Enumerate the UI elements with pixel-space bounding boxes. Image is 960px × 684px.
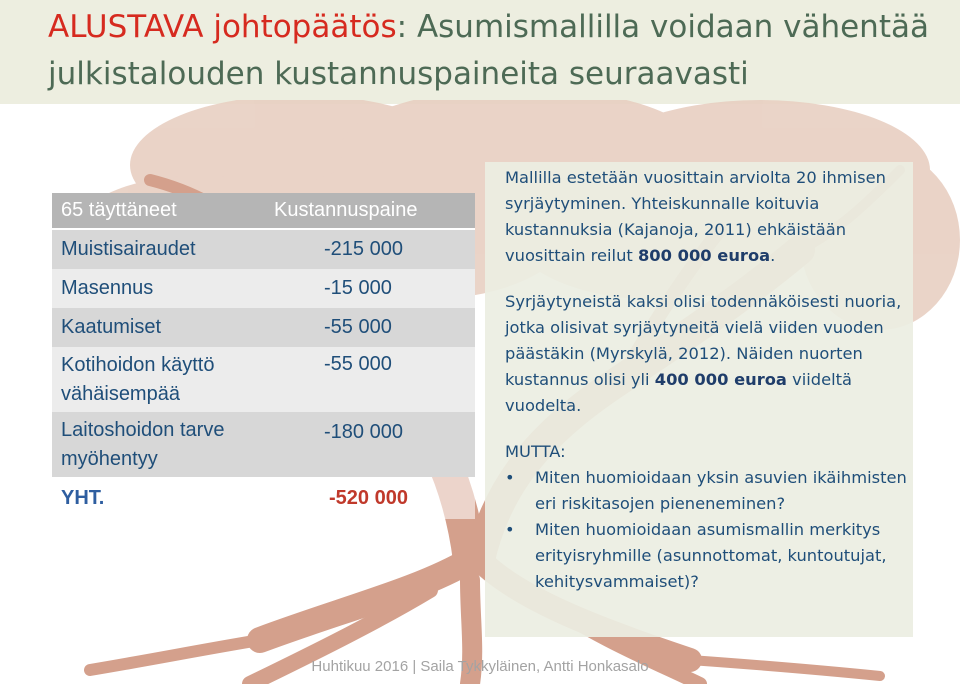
bullet-icon: • [505,520,515,539]
text-panel [485,162,913,637]
table-row [52,347,475,412]
cost-table [52,193,475,519]
bullet-text: Miten huomioidaan asumismallin merkitys erityisryhmille (asunnottomat, kuntoutujat, kehitysvammaiset)? [535,520,887,591]
p2-end: viideltä vuodelta. [505,370,853,415]
row-value: -55 000 [324,316,392,338]
header-cost: Kustannuspaine [274,199,418,221]
total-value: -520 000 [329,486,408,509]
p1-highlight: 800 000 euroa [637,246,771,265]
panel-text [505,165,910,595]
list-item [505,465,910,517]
row-label: Masennus [61,277,154,299]
row-label: Muistisairaudet [61,238,196,260]
p2-highlight: 400 000 euroa [654,370,787,389]
row-value: -55 000 [324,353,392,375]
title-rest: : Asumismallilla voidaan vähentää julkistalouden kustannuspaineita seuraavasti [48,9,929,92]
row-label: Kotihoidon käyttö vähäisempää [61,353,215,405]
list-item [505,517,910,595]
p1-text: Mallilla estetään vuosittain arviolta 20 ihmisen syrjäytyminen. Yhteiskunnalle koituvia kustannuksia (Kajanoja, 2011) ehkäistään vuosittain reilut [505,168,886,265]
total-label: YHT. [61,486,105,509]
table-header [52,193,475,230]
p1-end: . [770,246,776,265]
row-value: -215 000 [324,238,403,260]
row-value: -15 000 [324,277,392,299]
paragraph-2 [505,289,910,419]
row-value: -180 000 [324,421,403,443]
footer: Huhtikuu 2016 | Saila Tykkyläinen, Antti Honkasalo [311,658,649,675]
table-total-row [52,477,475,519]
row-label: Laitoshoidon tarve myöhentyy [61,418,225,470]
bullet-icon: • [505,468,515,487]
mutta-heading: MUTTA: [505,442,566,461]
table-row [52,269,475,308]
header-group: 65 täyttäneet [61,199,177,221]
bullet-text: Miten huomioidaan yksin asuvien ikäihmisten eri riskitasojen pieneneminen? [535,468,907,513]
slide-title [48,4,948,98]
row-label: Kaatumiset [61,316,162,338]
table-row [52,230,475,269]
table-row [52,308,475,347]
question-list [505,465,910,595]
table-row [52,412,475,477]
title-accent: ALUSTAVA johtopäätös [48,9,397,45]
paragraph-1 [505,165,910,269]
p2-text: Syrjäytyneistä kaksi olisi todennäköisesti nuoria, jotka olisivat syrjäytyneitä vielä viiden vuoden päästäkin (Myrskylä, 2012). Näiden nuorten kustannus olisi yli [505,292,902,389]
